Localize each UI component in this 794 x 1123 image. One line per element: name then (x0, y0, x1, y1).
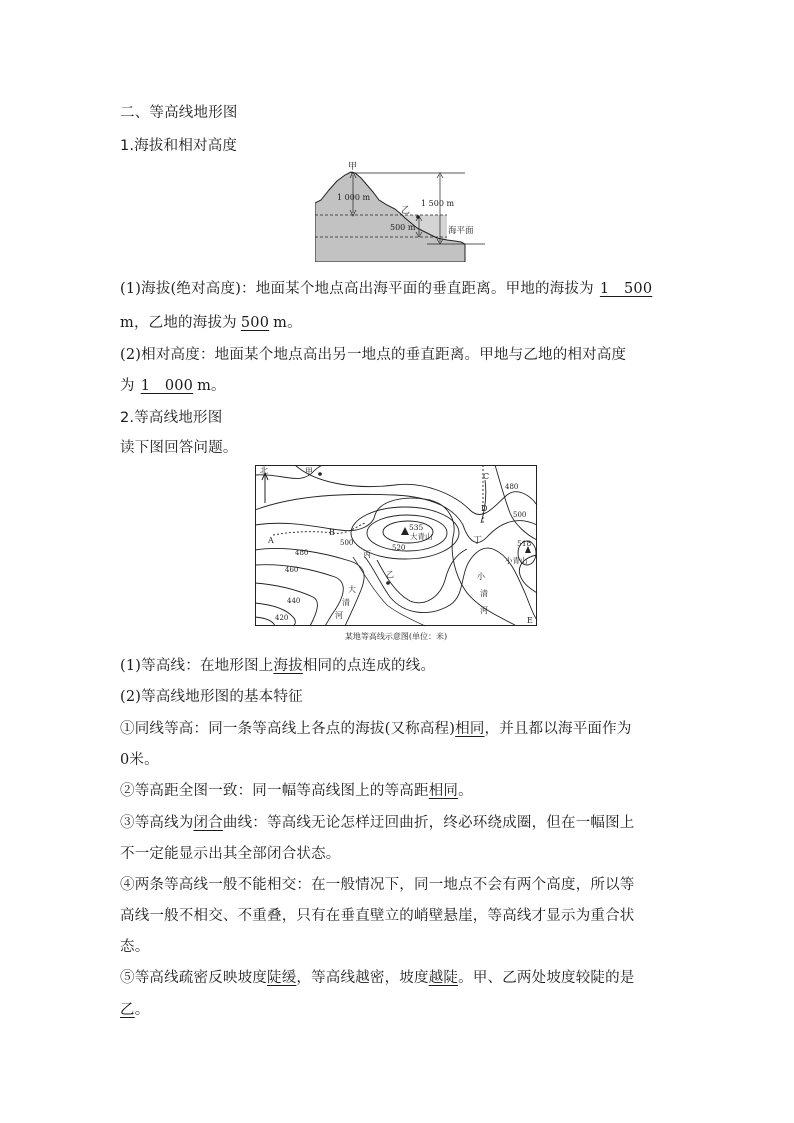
label-yi: 乙 (386, 570, 394, 579)
paragraph-relative-line2: 为 1 000 m。 (120, 378, 226, 394)
item-feature-3-line1: ③等高线为闭合曲线：等高线无论怎样迂回曲折，终必环绕成圈，但在一幅图上 (120, 815, 635, 831)
contour-label-480b: 480 (505, 483, 519, 491)
point-yi (386, 581, 390, 585)
contour-label-480: 480 (295, 549, 309, 557)
item-contour-def: (1)等高线：在地形图上海拔相同的点连成的线。 (120, 658, 436, 674)
river1-char2: 清 (342, 598, 350, 607)
answer-steeper: 越陡 (428, 970, 459, 986)
answer-steep-gentle: 陡缓 (267, 970, 297, 986)
paragraph-altitude-line1: (1)海拔(绝对高度)：地面某个地点高出海平面的垂直距离。甲地的海拔为 1 500 (120, 281, 653, 297)
item-feature-3-line2: 不一定能显示出其全部闭合状态。 (120, 846, 341, 862)
item-feature-5-line1: ⑤等高线疏密反映坡度陡缓，等高线越密，坡度越陡。甲、乙两处坡度较陡的是 (120, 970, 635, 986)
river1-char1: 大 (348, 585, 356, 594)
answer-jia-altitude: 1 500 (599, 281, 653, 297)
answer-closed: 闭合 (193, 815, 223, 831)
answer-relative-height: 1 000 (140, 378, 194, 394)
peak1-value: 535 (409, 523, 424, 532)
answer-haiba: 海拔 (273, 658, 303, 674)
item-feature-4-line2: 高线一般不相交、不重叠，只有在垂直壁立的峭壁悬崖，等高线才显示为重合状 (120, 908, 635, 924)
read-prompt: 读下图回答问题。 (120, 440, 238, 456)
label-ding: 丁 (473, 536, 483, 546)
river2-char3: 河 (480, 606, 488, 615)
contour-label-420: 420 (275, 614, 289, 622)
contour-map-caption: 某地等高线示意图(单位：米) (344, 632, 448, 641)
item-feature-1-line1: ①同线等高：同一条等高线上各点的海拔(又称高程)相同，并且都以海平面作为 (120, 721, 632, 737)
paragraph-relative-line1: (2)相对高度：地面某个地点高出另一地点的垂直距离。甲地与乙地的相对高度 (120, 347, 627, 363)
item-feature-5-line2: 乙。 (120, 1002, 150, 1018)
paragraph-altitude-line2: m，乙地的海拔为 500 m。 (120, 315, 302, 331)
river2-char2: 清 (480, 589, 488, 598)
label-d: D (481, 504, 488, 513)
label-jia: 甲 (305, 467, 313, 476)
contour-label-500: 500 (340, 539, 354, 547)
item-feature-4-line1: ④两条等高线一般不能相交：在一般情况下，同一地点不会有两个高度，所以等 (120, 877, 635, 893)
label-1500m: 1 500 m (421, 199, 455, 208)
label-500m: 500 m (390, 223, 416, 232)
section-title: 二、等高线地形图 (120, 105, 238, 121)
label-c: C (483, 472, 490, 481)
subsection-title-altitude: 1.海拔和相对高度 (120, 138, 238, 154)
contour-map (255, 465, 538, 645)
altitude-diagram (315, 160, 490, 262)
subsection-title-contour: 2.等高线地形图 (120, 410, 223, 426)
contour-label-460: 460 (285, 566, 299, 574)
contour-label-520: 520 (392, 544, 406, 552)
item-feature-2: ②等高距全图一致：同一幅等高线图上的等高距相同。 (120, 783, 473, 799)
river2-char1: 小 (477, 572, 485, 581)
item-basic-features: (2)等高线地形图的基本特征 (120, 689, 303, 705)
label-bing: 丙 (363, 550, 371, 559)
label-jia: 甲 (348, 162, 358, 172)
peak1-name: 大青山 (410, 532, 433, 541)
label-e: E (527, 616, 533, 625)
answer-same-2: 相同 (428, 783, 459, 799)
label-b: B (329, 528, 335, 537)
peak2-value: 518 (517, 539, 532, 548)
contour-label-500b: 500 (513, 511, 527, 519)
label-1000m: 1 000 m (337, 193, 371, 202)
peak2-name: 小青山 (505, 556, 528, 565)
answer-yi-steeper: 乙 (120, 1002, 135, 1018)
north-label: 北 (260, 466, 268, 475)
contour-label-440: 440 (287, 597, 301, 605)
label-sea-level: 海平面 (448, 226, 474, 236)
answer-same-1: 相同 (455, 721, 485, 737)
yi-point (416, 215, 420, 219)
label-a: A (268, 536, 274, 545)
item-feature-1-line2: 0米。 (120, 752, 159, 768)
river1-char3: 河 (335, 611, 343, 620)
item-feature-4-line3: 态。 (120, 939, 150, 955)
point-jia (318, 472, 322, 476)
label-yi: 乙 (401, 206, 411, 216)
answer-yi-altitude: 500 (240, 315, 270, 331)
